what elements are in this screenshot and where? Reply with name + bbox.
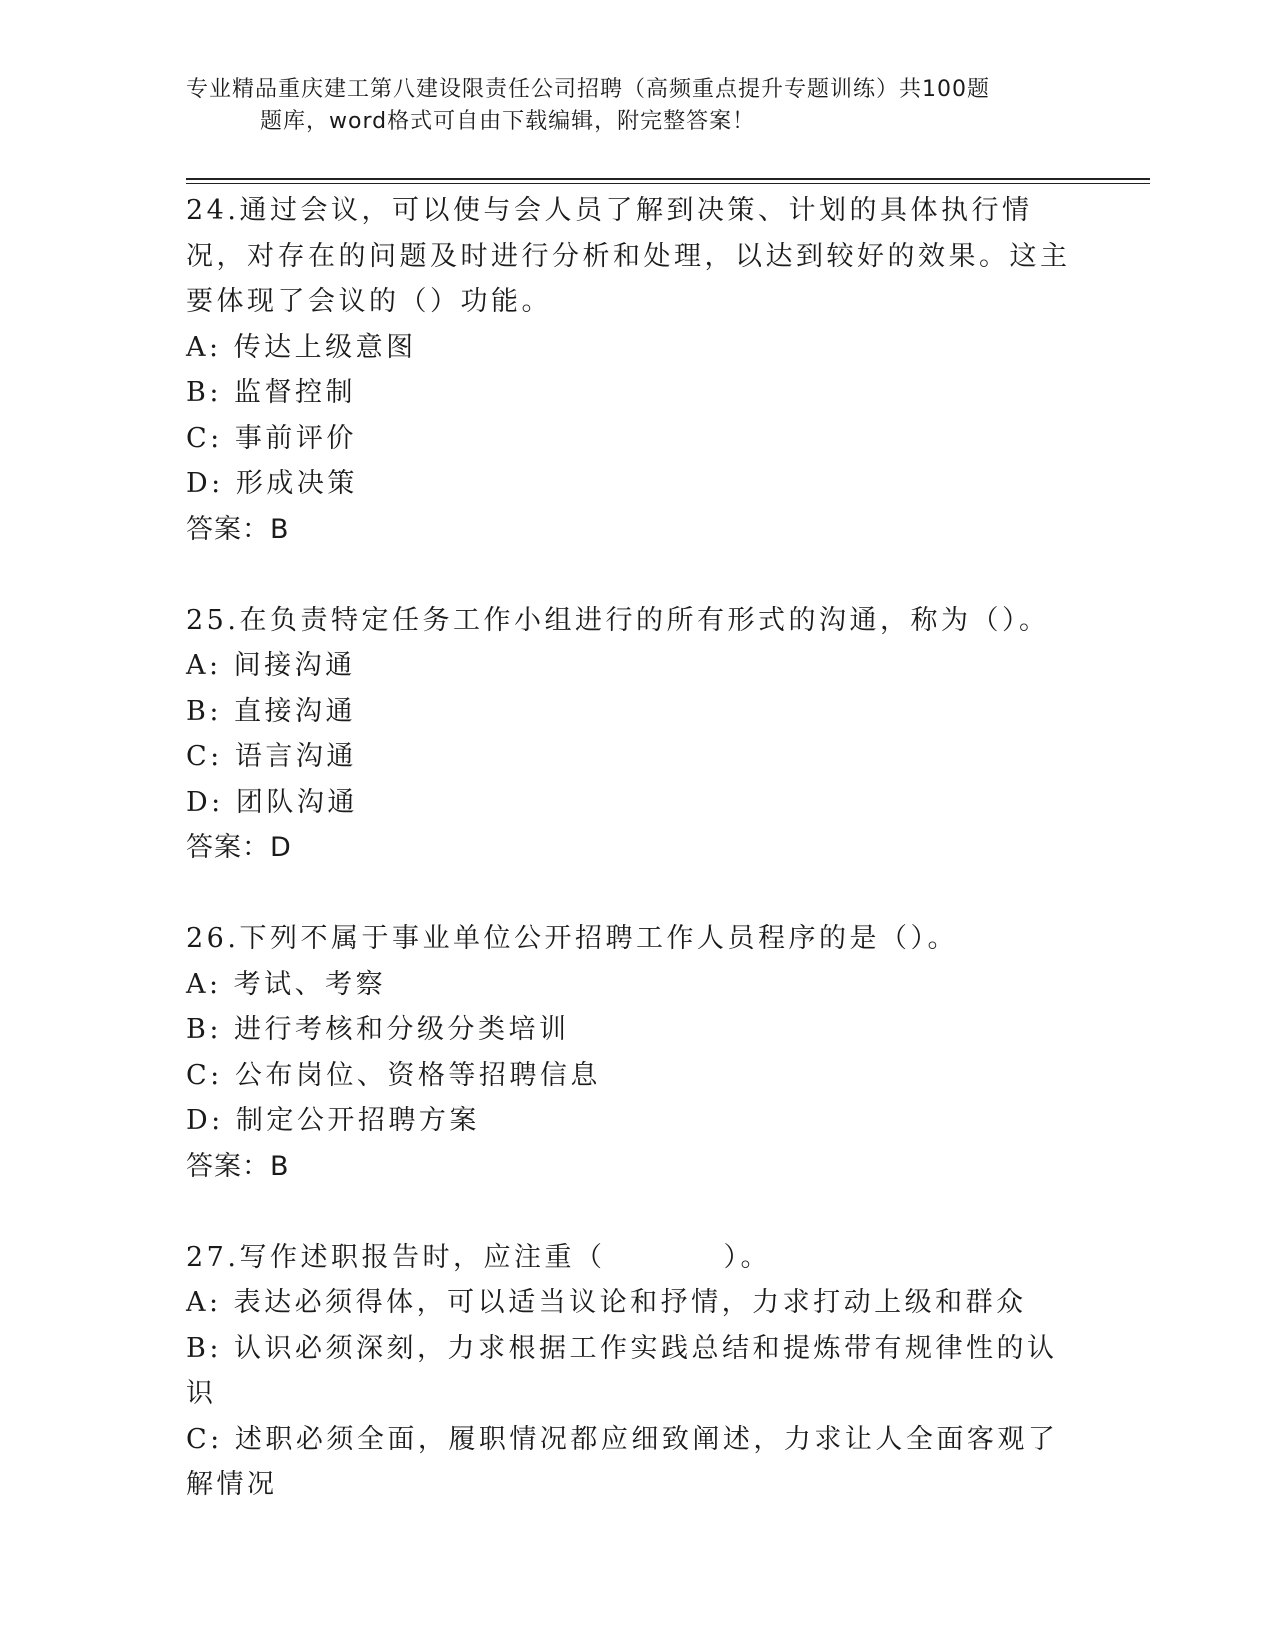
option-c: C: 事前评价	[186, 422, 357, 454]
question-stem	[186, 1235, 1086, 1281]
header-title-line2: 题库，word格式可自由下载编辑，附完整答案！	[260, 109, 756, 134]
option-d: D: 团队沟通	[186, 786, 358, 818]
question-stem: 24.通过会议，可以使与会人员了解到决策、计划的具体执行情况，对存在的问题及时进行分析和处理，以达到较好的效果。这主要体现了会议的（）功能。	[186, 195, 1071, 317]
question-stem-start: 27.写作述职报告时，应注重（	[186, 1241, 606, 1273]
question-stem: 26.下列不属于事业单位公开招聘工作人员程序的是（）。	[186, 923, 958, 954]
question-list	[186, 188, 1086, 1508]
option-c: C: 公布岗位、资格等招聘信息	[186, 1059, 601, 1091]
answer-label: 答案：B	[186, 513, 290, 545]
question-27	[186, 1235, 1086, 1508]
option-b: B: 直接沟通	[186, 695, 357, 727]
question-stem: 25.在负责特定任务工作小组进行的所有形式的沟通，称为（）。	[186, 604, 1050, 636]
question-24	[186, 188, 1086, 552]
question-spacer	[186, 1189, 1086, 1235]
option-a: A: 表达必须得体，可以适当议论和抒情，力求打动上级和群众	[186, 1287, 1027, 1318]
question-26	[186, 916, 1086, 1189]
option-b: B: 进行考核和分级分类培训	[186, 1014, 570, 1045]
answer-label: 答案：D	[186, 832, 292, 863]
option-a: A: 考试、考察	[186, 968, 387, 1000]
question-spacer	[186, 552, 1086, 598]
question-25	[186, 598, 1086, 871]
option-d: D: 形成决策	[186, 468, 358, 499]
option-c: C: 述职必须全面，履职情况都应细致阐述，力求让人全面客观了解情况	[186, 1423, 1059, 1500]
option-b: B: 认识必须深刻，力求根据工作实践总结和提炼带有规律性的认识	[186, 1332, 1058, 1409]
option-a: A: 间接沟通	[186, 650, 356, 681]
header-rule-thick	[186, 178, 1150, 180]
option-c: C: 语言沟通	[186, 741, 357, 772]
header-rule-thin	[186, 183, 1150, 184]
option-a: A: 传达上级意图	[186, 331, 417, 363]
option-b: B: 监督控制	[186, 377, 357, 408]
question-spacer	[186, 871, 1086, 917]
question-stem-end: ）。	[723, 1241, 771, 1273]
answer-label: 答案：B	[186, 1150, 290, 1182]
document-header	[186, 74, 1086, 138]
option-d: D: 制定公开招聘方案	[186, 1105, 480, 1136]
header-title-line1: 专业精品重庆建工第八建设限责任公司招聘（高频重点提升专题训练）共100题	[186, 77, 990, 102]
